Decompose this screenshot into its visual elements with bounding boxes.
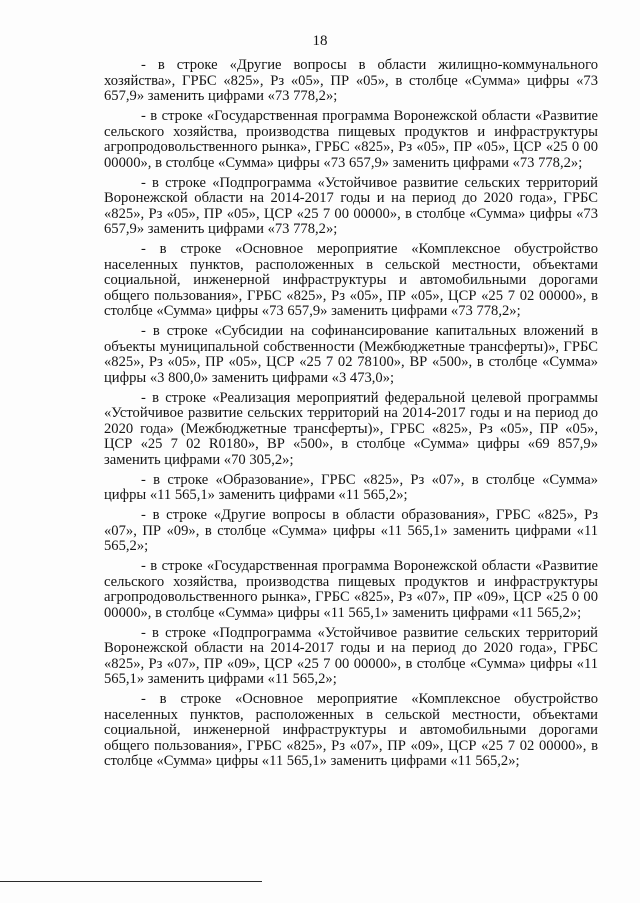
paragraph: - в строке «Государственная программа Воронежской области «Развитие сельского хозяйства, производства пищевых продуктов и инфраструктуры агропродовольственного рынка», ГРБС «825», Рз «05», ПР «05», ЦСР «25 0 00 00000», в столбце «Сумма» цифры «73 657,9» заменить цифрами «73 778,2»; — [104, 108, 598, 171]
paragraph: - в строке «Основное мероприятие «Комплексное обустройство населенных пунктов, расположенных в сельской местности, объектами социальной, инженерной инфраструктуры и автомобильными дорогами общего пользования», ГРБС «825», Рз «05», ПР «05», ЦСР «25 7 02 00000», в столбце «Сумма» цифры «73 657,9» заменить цифрами «73 778,2»; — [104, 241, 598, 319]
paragraph: - в строке «Другие вопросы в области жилищно-коммунального хозяйства», ГРБС «825», Рз «05», ПР «05», в столбце «Сумма» цифры «73 657,9» заменить цифрами «73 778,2»; — [104, 57, 598, 104]
footer-divider — [0, 881, 262, 882]
paragraph: - в строке «Реализация мероприятий федеральной целевой программы «Устойчивое развитие сельских территорий на 2014-2017 годы и на период до 2020 года» (Межбюджетные трансферты)», ГРБС «825», Рз «05», ПР «05», ЦСР «25 7 02 R0180», ВР «500», в столбце «Сумма» цифры «69 857,9» заменить цифрами «70 305,2»; — [104, 389, 598, 468]
paragraph: - в строке «Другие вопросы в области образования», ГРБС «825», Рз «07», ПР «09», в столбце «Сумма» цифры «11 565,1» заменить цифрами «11 565,2»; — [104, 507, 598, 554]
paragraph: - в строке «Подпрограмма «Устойчивое развитие сельских территорий Воронежской области на 2014-2017 годы и на период до 2020 года», ГРБС «825», Рз «05», ПР «05», ЦСР «25 7 00 00000», в столбце «Сумма» цифры «73 657,9» заменить цифрами «73 778,2»; — [104, 174, 598, 237]
paragraph: - в строке «Государственная программа Воронежской области «Развитие сельского хозяйства, производства пищевых продуктов и инфраструктуры агропродовольственного рынка», ГРБС «825», Рз «07», ПР «09», ЦСР «25 0 00 00000», в столбце «Сумма» цифры «11 565,1» заменить цифрами «11 565,2»; — [104, 558, 598, 621]
document-body — [104, 58, 598, 774]
paragraph: - в строке «Подпрограмма «Устойчивое развитие сельских территорий Воронежской области на 2014-2017 годы и на период до 2020 года», ГРБС «825», Рз «07», ПР «09», ЦСР «25 7 00 00000», в столбце «Сумма» цифры «11 565,1» заменить цифрами «11 565,2»; — [104, 624, 598, 687]
paragraph: - в строке «Образование», ГРБС «825», Рз «07», в столбце «Сумма» цифры «11 565,1» заменить цифрами «11 565,2»; — [104, 471, 598, 503]
paragraph: - в строке «Субсидии на софинансирование капитальных вложений в объекты муниципальной собственности (Межбюджетные трансферты)», ГРБС «825», Рз «05», ПР «05», ЦСР «25 7 02 78100», ВР «500», в столбце «Сумма» цифры «3 800,0» заменить цифрами «3 473,0»; — [104, 323, 598, 386]
page-number: 18 — [312, 33, 328, 49]
paragraph: - в строке «Основное мероприятие «Комплексное обустройство населенных пунктов, расположенных в сельской местности, объектами социальной, инженерной инфраструктуры и автомобильными дорогами общего пользования», ГРБС «825», Рз «07», ПР «09», ЦСР «25 7 02 00000», в столбце «Сумма» цифры «11 565,1» заменить цифрами «11 565,2»; — [104, 691, 598, 769]
